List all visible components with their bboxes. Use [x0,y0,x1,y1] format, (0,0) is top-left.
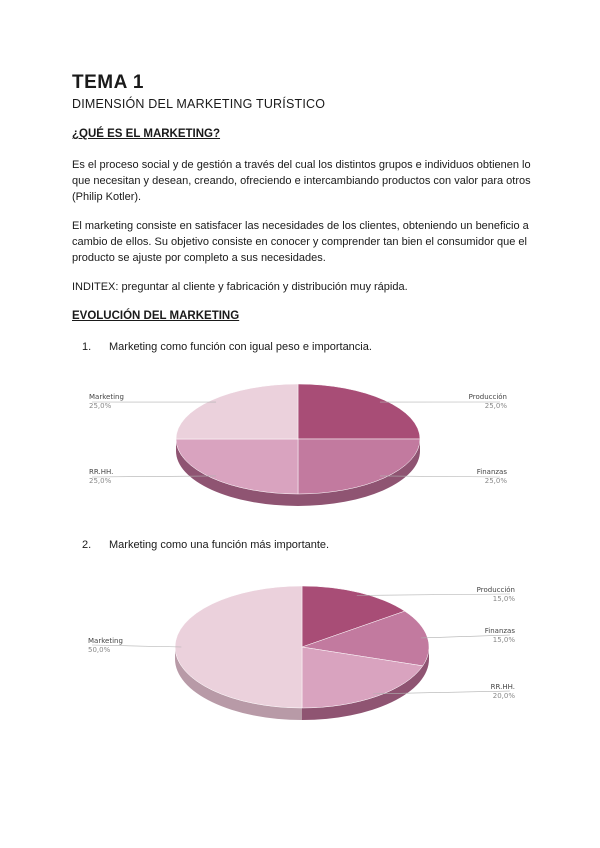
page-subtitle: DIMENSIÓN DEL MARKETING TURÍSTICO [72,97,326,111]
pie-label: Producción [476,586,515,594]
pie-label: Finanzas [476,468,507,476]
pie-percent-label: 25,0% [484,402,507,410]
list-item-text: Marketing como una función más importante. [109,539,330,551]
pie-label: Marketing [89,393,124,401]
pie-percent-label: 25,0% [89,477,112,485]
pie-percent-label: 25,0% [484,477,507,485]
pie-slice-finanzas [298,439,420,494]
list-item-number: 1. [82,341,92,353]
paragraph-definition: Es el proceso social y de gestión a través del cual los distintos grupos e individuos obtienen lo que necesitan y desean, creando, ofreciendo e intercambiando productos con valor para otros (Philip Kotler). [72,159,531,203]
pie-label: RR.HH. [89,468,114,476]
list-item-text: Marketing como función con igual peso e importancia. [109,341,372,353]
pie-percent-label: 15,0% [492,595,515,603]
pie-percent-label: 25,0% [89,402,112,410]
paragraph-satisfaction: El marketing consiste en satisfacer las necesidades de los clientes, obteniendo un beneficio a cambio de ellos. Su objetivo consiste en conocer y comprender tan bien el consumidor que el producto se ajuste por completo a sus necesidades. [72,220,529,264]
pie-percent-label: 50,0% [88,646,111,654]
pie-slice-rrhh [176,439,298,494]
pie-chart-2 [0,565,600,735]
pie-label: Marketing [88,637,123,645]
pie-leader-line [357,594,510,595]
paragraph-inditex: INDITEX: preguntar al cliente y fabricación y distribución muy rápida. [72,281,408,293]
pie-label: Finanzas [484,627,515,635]
pie-chart-1-marks [89,384,507,506]
pie-chart-1 [0,360,600,520]
pie-label: Producción [468,393,507,401]
list-item-number: 2. [82,539,92,551]
pie-chart-2-marks [88,586,515,720]
section-heading-que-es: ¿QUÉ ES EL MARKETING? [72,128,221,140]
pie-percent-label: 20,0% [492,692,515,700]
section-heading-evolucion: EVOLUCIÓN DEL MARKETING [72,310,240,322]
pie-percent-label: 15,0% [492,636,515,644]
pie-slice-marketing [176,384,298,439]
page-title: TEMA 1 [72,72,144,93]
pie-label: RR.HH. [490,683,515,691]
pie-slice-produccin [298,384,420,439]
